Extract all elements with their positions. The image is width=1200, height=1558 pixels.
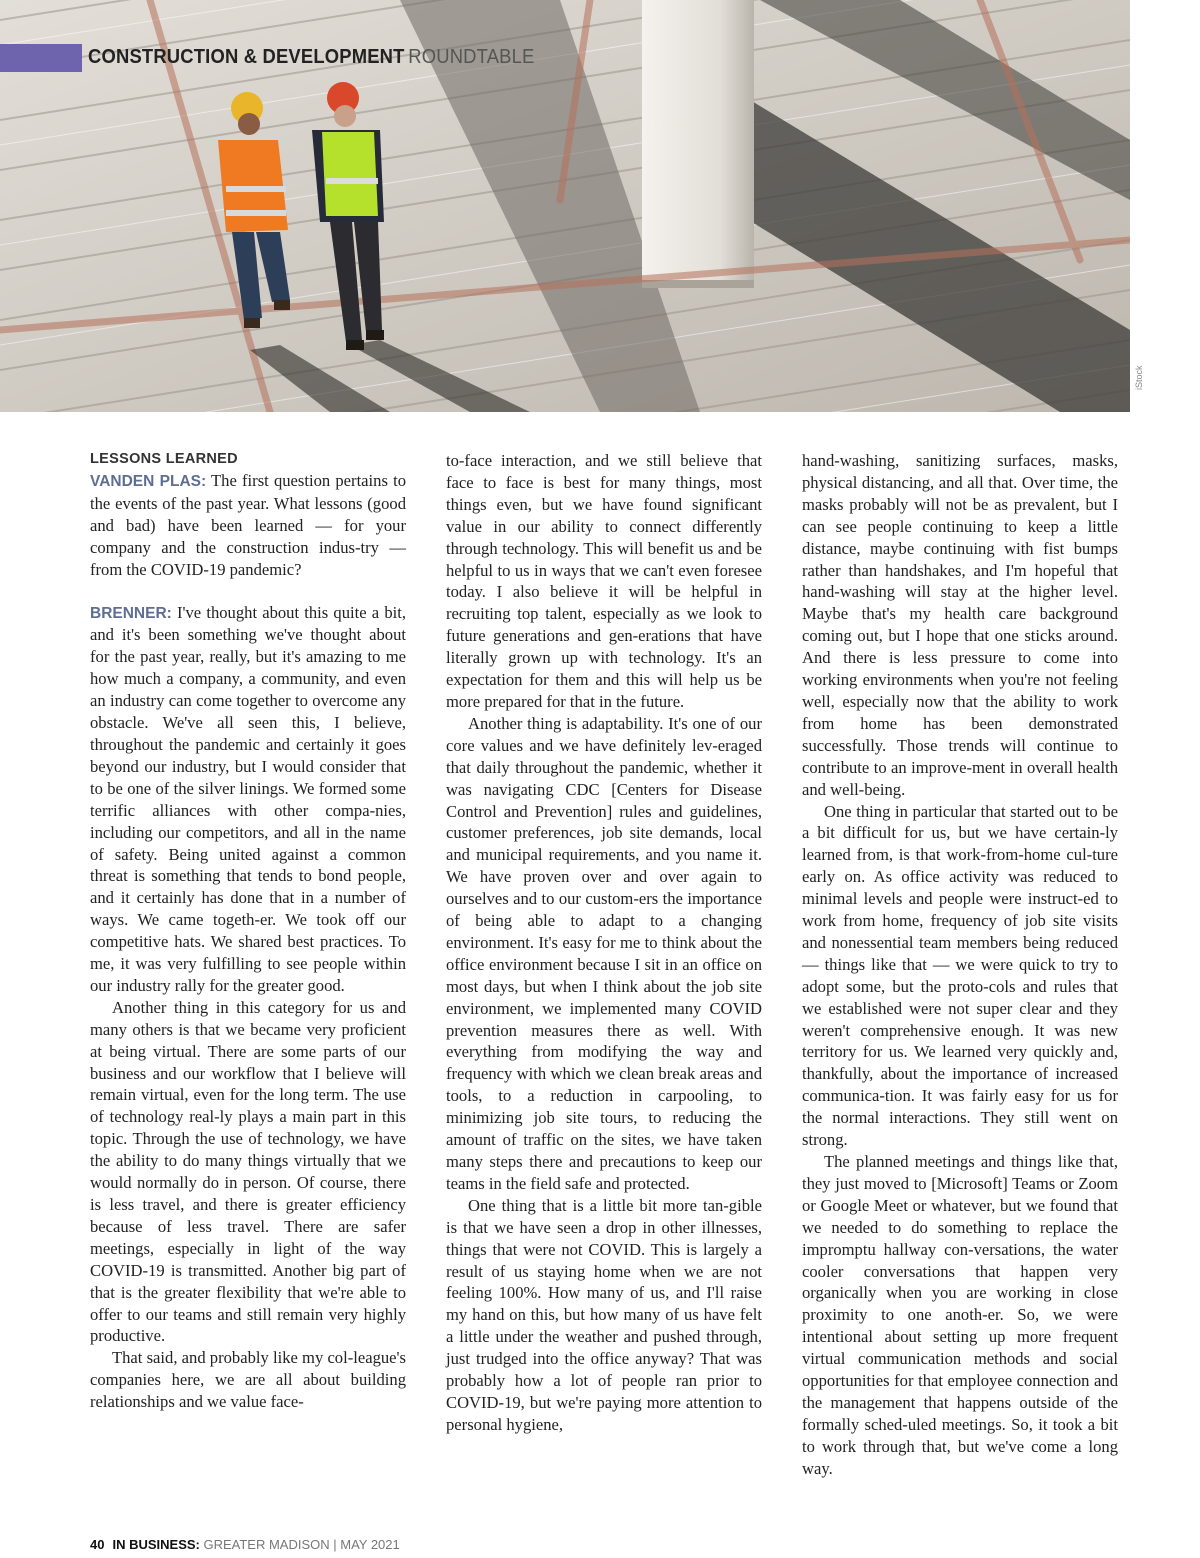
body-paragraph: Another thing is adaptability. It's one of our core values and we have definitely lev-eraged that daily throughout the pandemic, whether it was navigating CDC [Centers for Disease Control and Prevention] rules and guidelines, customer preferences, job site demands, local and municipal requirements, and you name it. We have proven over and over again to ourselves and to our custom-ers the importance of being able to adapt to a changing environment. It's easy for me to think about the office environment because I sit in an office on most days, but when I think about the job site environment, we implemented many COVID prevention measures there as well. With everything from modifying the way and frequency with which we clean break areas and tools, to a reduction in carpooling, to minimizing job site tours, to reducing the amount of traffic on the sites, we have taken many steps there and precautions to keep our teams in the field safe and protected.: [446, 713, 762, 1193]
speaker-name: BRENNER:: [90, 604, 172, 622]
page-number: 40: [90, 1537, 105, 1552]
section-title: CONSTRUCTION & DEVELOPMENT: [88, 46, 405, 68]
article-column-1: [90, 450, 406, 1413]
speaker-name: VANDEN PLAS:: [90, 473, 207, 490]
question-text: The first question pertains to the events of the past year. What lessons (good and bad) have been learned — for your company and the construction indus-try — from the COVID-19 pandemic?: [90, 471, 407, 579]
answer-paragraph: [90, 602, 406, 997]
body-paragraph: The planned meetings and things like that, they just moved to [Microsoft] Teams or Zoom or Google Meet or whatever, but we found that we needed to do something to replace the impromptu hallway con-versations, the water cooler conversations that happen very organically when you are working in close proximity to one anoth-er. So, we were intentional about setting up more frequent virtual communication methods and social opportunities for that employee connection and the management that happens outside of the formally sched-uled meetings. So, it took a bit to work through that, but we've come a long way.: [802, 1152, 1118, 1478]
body-paragraph: to-face interaction, and we still believe that face to face is best for many things, most things even, but we have found significant value in our ability to connect differently through technology. This will benefit us and be helpful to us in ways that we can't even foresee today. I also believe it will be helpful in recruiting top talent, especially as we look to future generations and gen-erations that have literally grown up with technology. It's an expectation for them and this will help us be more prepared for that in the future.: [446, 451, 762, 711]
section-subtitle: ROUNDTABLE: [408, 46, 535, 68]
section-kicker: LESSONS LEARNED: [90, 451, 238, 467]
issue-date: GREATER MADISON | MAY 2021: [199, 1537, 400, 1552]
photo-credit: iStock: [1134, 365, 1144, 390]
body-paragraph: That said, and probably like my col-league's companies here, we are all about building relationships and we value face-: [90, 1348, 406, 1412]
answer-text: I've thought about this quite a bit, and it's been something we've thought about for the past year, really, but it's amazing to me how much a company, a community, and even an industry can come together to overcome any obstacle. We've all seen this, I believe, throughout the pandemic and certainly it goes beyond our industry, but I would consider that to be one of the silver linings. We formed some terrific alliances with other compa-nies, including our competitors, and all in the name of safety. Being united against a common threat is something that tends to bond people, and it certainly has done that in a number of ways. We came togeth-er. We took off our competitive hats. We shared best practices. To me, it was very fulfilling to see people within our industry rally for the greater good.: [90, 602, 406, 995]
page-footer: [90, 1537, 400, 1552]
body-paragraph: Another thing in this category for us and many others is that we became very proficient at being virtual. There are some parts of our business and our workflow that I believe will remain virtual, even for the long term. The use of technology real-ly plays a main part in this topic. Through the use of technology, we have the ability to do many things virtually that we would normally do in person. Of course, there is less travel, and there is greater efficiency because of less travel. There are safer meetings, especially in light of the way COVID-19 is transmitted. Another big part of that is the greater flexibility that we're able to offer to our teams and still remain very highly productive.: [90, 997, 406, 1346]
article-column-2: [446, 450, 762, 1436]
body-paragraph: One thing that is a little bit more tan-gible is that we have seen a drop in other illnesses, things that were not COVID. This is largely a result of us staying home when we are not feeling 100%. How many of us, and I'll raise my hand on this, but how many of us have felt a little under the weather and pushed through, just trudged into the office anyway? That was probably how a lot of people ran prior to COVID-19, but we're paying more attention to personal hygiene,: [446, 1195, 762, 1434]
section-header: [88, 46, 535, 69]
body-paragraph: hand-washing, sanitizing surfaces, masks, physical distancing, and all that. Over time, the masks probably will not be as prevalent, but I can see people continuing to keep a little distance, maybe continuing with fist bumps rather than handshakes, and I'm hopeful that hand-washing will stay at the higher level. Maybe that's my health care background coming out, but I hope that one sticks around. And there is less pressure to come into working environments when you're not feeling well, especially now that the ability to work from home has been demonstrated successfully. Those trends will continue to contribute to an improve-ment in overall health and well-being.: [802, 451, 1118, 799]
question-paragraph: [90, 470, 406, 581]
publication-name: IN BUSINESS:: [112, 1537, 200, 1552]
article-column-3: [802, 450, 1118, 1480]
body-paragraph: One thing in particular that started out to be a bit difficult for us, but we have certain-ly learned from, is that work-from-home cul-ture early on. As office activity was reduced to minimal levels and people were instruct-ed to work from home, frequency of job site visits and nonessential team members being reduced — things like that — we were quick to try to adopt some, but the proto-cols and rules that we established were not super clear and they weren't comprehensive enough. It was new territory for us. We learned very quickly and, thankfully, about the importance of increased communica-tion. It was fairly easy for us for the normal interactions. They still went on strong.: [802, 801, 1118, 1150]
section-accent-bar: [0, 44, 82, 72]
